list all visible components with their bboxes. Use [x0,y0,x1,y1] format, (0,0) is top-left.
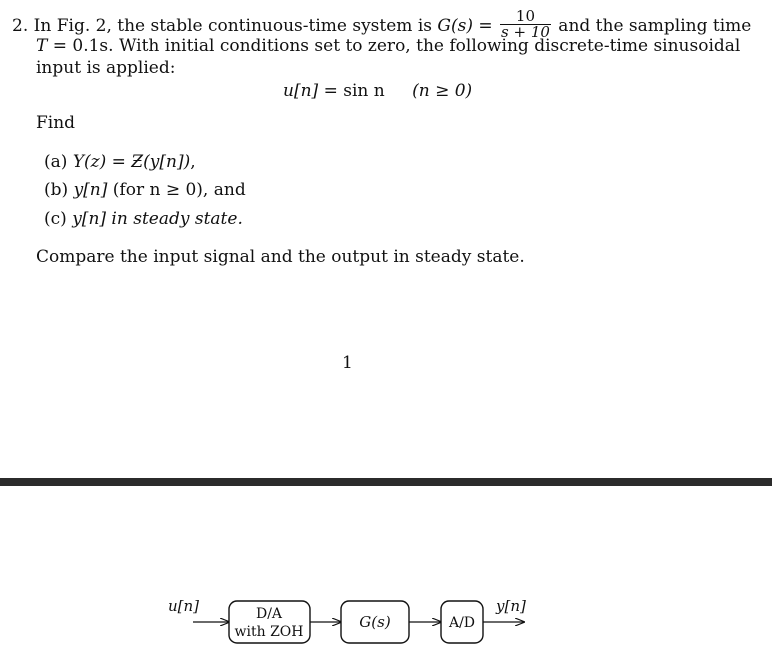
find-heading: Find [36,113,76,133]
part-tail: (for n ≥ 0), and [107,180,246,200]
input-equation [283,80,472,102]
equation-lhs: u[n] [283,81,319,101]
equation-rhs: = sin n [318,81,385,101]
part-tail: , [190,152,196,172]
plant-label: G(s) [359,613,391,631]
input-label: u[n] [168,597,200,615]
fraction-numerator: 10 [500,9,551,25]
part-math: Y(z) = Ƶ(y[n]) [72,152,191,172]
sampling-T: T [36,36,48,56]
fraction-denominator: s + 10 [501,23,550,41]
equation-condition: (n ≥ 0) [412,81,473,101]
line1-pre: In Fig. 2, the stable continuous-time system is [33,16,438,36]
part-a [44,151,196,173]
problem-line-3: input is applied: [36,58,176,78]
page-number: 1 [342,353,353,373]
block-diagram [0,486,772,665]
page-divider [0,478,772,486]
zoh-label: with ZOH [234,624,304,640]
problem-line-2 [36,35,740,57]
part-label: (c) [44,209,73,229]
transfer-function-lhs: G(s) = [437,16,499,36]
block-diagram-svg [0,486,772,665]
part-math: y[n] [72,209,107,229]
dac-label: D/A [255,606,283,622]
line2-rest: = 0.1s. With initial conditions set to zero, the following discrete-time sinusoidal [47,36,741,56]
part-c [44,208,243,230]
part-b [44,179,246,201]
part-tail: in steady state. [106,209,243,229]
part-math: y[n] [73,180,108,200]
part-label: (a) [44,152,73,172]
adc-label: A/D [448,615,476,631]
output-label: y[n] [496,597,526,615]
problem-number: 2. [12,16,29,36]
part-label: (b) [44,180,74,200]
line1-post: and the sampling time [552,16,752,36]
compare-instruction: Compare the input signal and the output in steady state. [36,247,525,267]
